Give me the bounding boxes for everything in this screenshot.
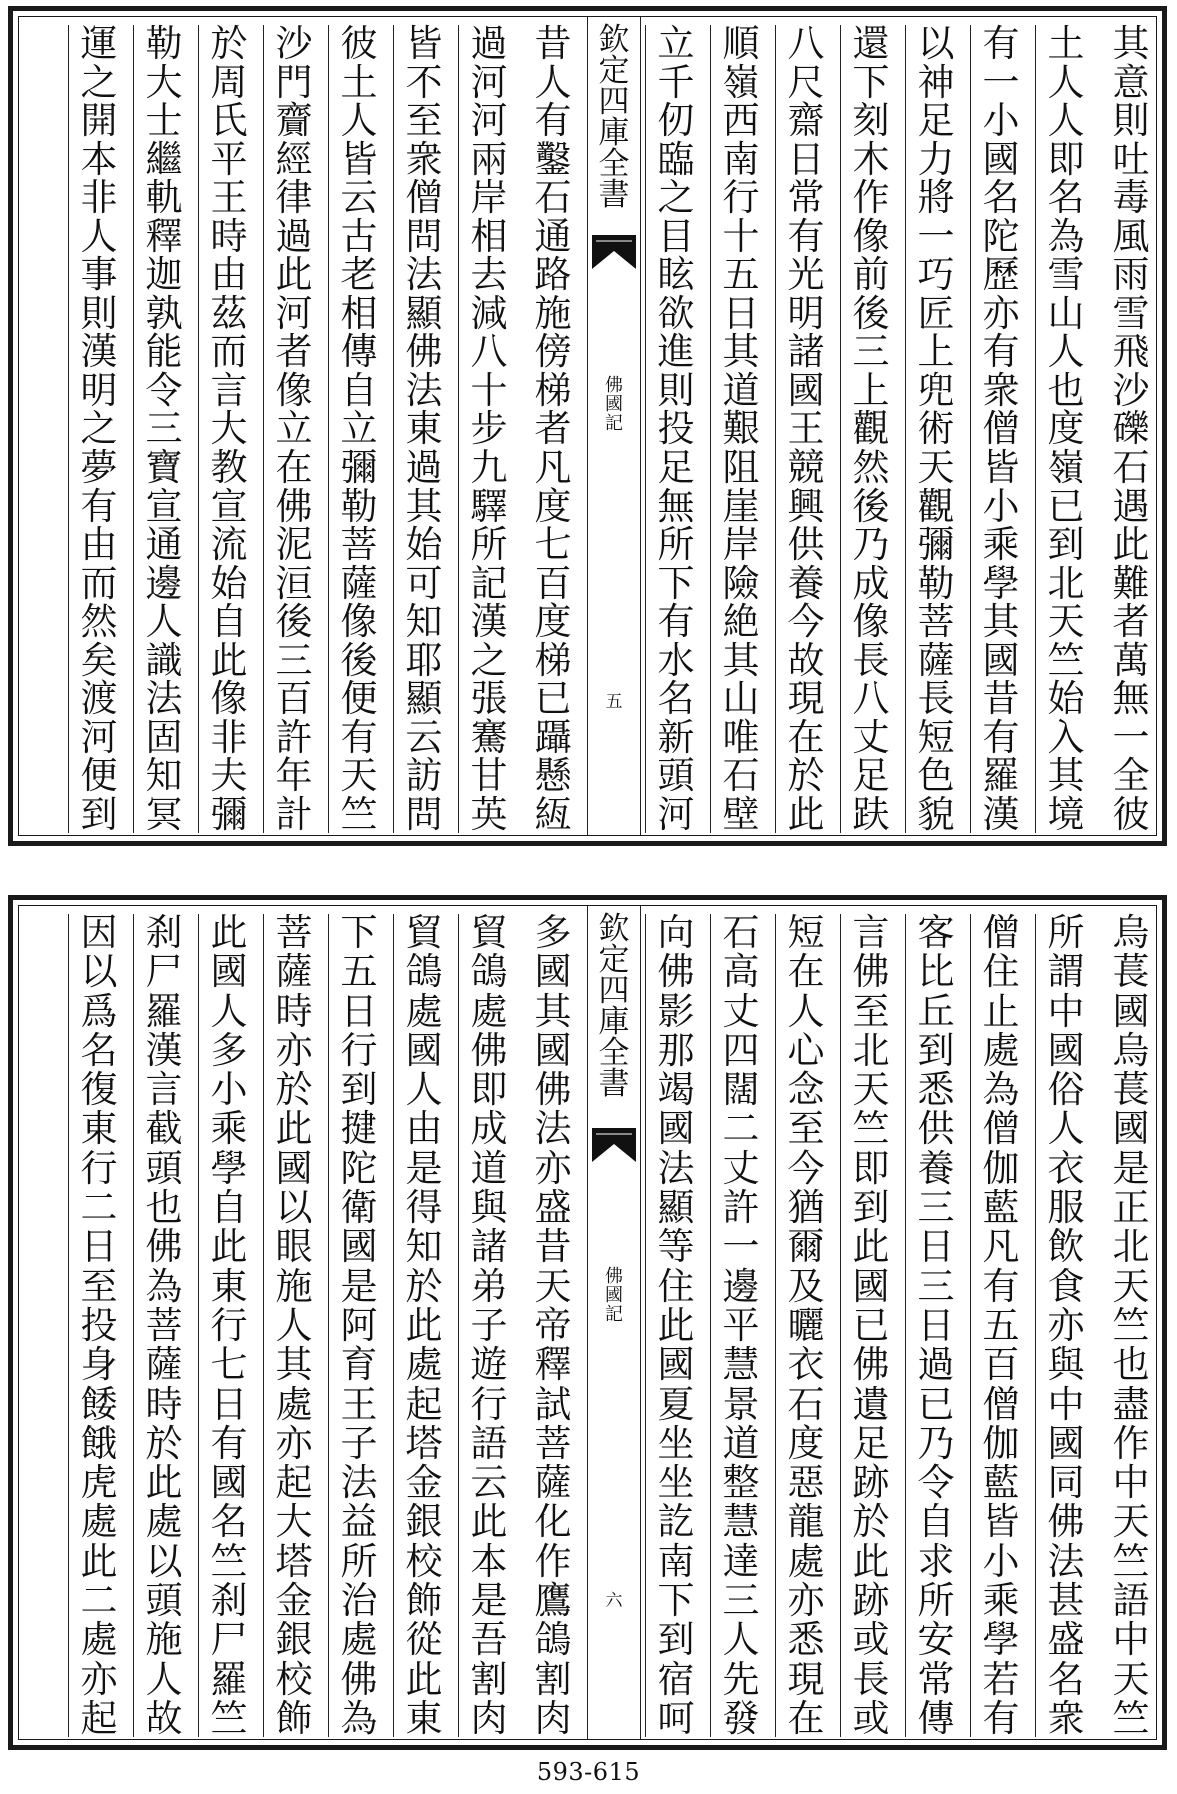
text-column: 彼 土 人 皆 云 古 老 相 傳 自 立 彌 勒 菩 薩 像 後 便 有 天 竺 bbox=[328, 25, 389, 833]
text-column: 石 高 丈 四 闊 二 丈 許 一 邊 平 慧 景 道 整 慧 達 三 人 先 發 bbox=[710, 914, 771, 1737]
text-column: 還 下 刻 木 作 像 前 後 三 上 觀 然 後 乃 成 像 長 八 丈 足 趺 bbox=[840, 25, 901, 833]
lower-page-inner-border bbox=[18, 905, 1157, 1740]
text-column: 順 嶺 西 南 行 十 五 日 其 道 艱 阻 崖 岸 險 絶 其 山 唯 石 壁 bbox=[710, 25, 771, 833]
text-column: 於 周 氏 平 王 時 由 茲 而 言 大 教 宣 流 始 自 此 像 非 夫 彌 bbox=[198, 25, 259, 833]
center-margin-column bbox=[587, 17, 641, 835]
header-title: 欽 定 四 庫 全 書 bbox=[598, 911, 630, 1102]
lower-page-panel bbox=[8, 895, 1167, 1750]
text-column: 以 神 足 力 將 一 巧 匠 上 兜 術 天 觀 彌 勒 菩 薩 長 短 色 貌 bbox=[905, 25, 966, 833]
text-column: 下 五 日 行 到 揵 陀 衛 國 是 阿 育 王 子 法 益 所 治 處 佛 為 bbox=[328, 914, 389, 1737]
text-column: 貿 鴿 處 國 人 由 是 得 知 於 此 處 起 塔 金 銀 校 飾 從 此 東 bbox=[393, 914, 454, 1737]
text-column: 過 河 河 兩 岸 相 去 減 八 十 步 九 驛 所 記 漢 之 張 騫 甘 英 bbox=[458, 25, 519, 833]
text-column: 土 人 人 即 名 為 雪 山 人 也 度 嶺 已 到 北 天 竺 始 入 其 境 bbox=[1035, 25, 1096, 833]
text-column: 短 在 人 心 念 至 今 猶 爾 及 曬 衣 石 度 惡 龍 處 亦 悉 現 在 bbox=[775, 914, 836, 1737]
text-column: 刹 尸 羅 漢 言 截 頭 也 佛 為 菩 薩 時 於 此 處 以 頭 施 人 故 bbox=[133, 914, 194, 1737]
text-column: 立 千 仞 臨 之 目 眩 欲 進 則 投 足 無 所 下 有 水 名 新 頭 河 bbox=[645, 25, 706, 833]
text-column: 運 之 開 本 非 人 事 則 漢 明 之 夢 有 由 而 然 矣 渡 河 便 到 bbox=[68, 25, 129, 833]
upper-page-panel bbox=[8, 6, 1167, 846]
upper-page-inner-border bbox=[18, 16, 1157, 836]
folio-number: 六 bbox=[605, 1591, 623, 1611]
text-column: 向 佛 影 那 竭 國 法 顯 等 住 此 國 夏 坐 坐 訖 南 下 到 宿 呵 bbox=[645, 914, 706, 1737]
text-column: 勒 大 士 繼 軌 釋 迦 孰 能 令 三 寶 宣 通 邊 人 識 法 固 知 冥 bbox=[133, 25, 194, 833]
text-column: 其 意 則 吐 毒 風 雨 雪 飛 沙 礫 石 遇 此 難 者 萬 無 一 全 彼 bbox=[1112, 22, 1150, 836]
text-column: 八 尺 齋 日 常 有 光 明 諸 國 王 競 興 供 養 今 故 現 在 於 此 bbox=[775, 25, 836, 833]
book-title: 佛 國 記 bbox=[605, 375, 623, 434]
text-column: 僧 住 止 處 為 僧 伽 藍 凡 有 五 百 僧 伽 藍 皆 小 乘 學 若 有 bbox=[970, 914, 1031, 1737]
text-column: 客 比 丘 到 悉 供 養 三 日 三 日 過 已 乃 令 自 求 所 安 常 傳 bbox=[905, 914, 966, 1737]
page-number: 593-615 bbox=[536, 1758, 641, 1786]
text-column: 有 一 小 國 名 陀 歷 亦 有 衆 僧 皆 小 乘 學 其 國 昔 有 羅 漢 bbox=[970, 25, 1031, 833]
header-title: 欽 定 四 庫 全 書 bbox=[598, 22, 630, 213]
folio-number: 五 bbox=[605, 692, 623, 712]
text-column: 言 佛 至 北 天 竺 即 到 此 國 已 佛 遺 足 跡 於 此 跡 或 長 或 bbox=[840, 914, 901, 1737]
text-column: 因 以 爲 名 復 東 行 二 日 至 投 身 餧 餓 虎 處 此 二 處 亦 起 bbox=[68, 914, 129, 1737]
text-column: 此 國 人 多 小 乘 學 自 此 東 行 七 日 有 國 名 竺 刹 尸 羅 竺 bbox=[198, 914, 259, 1737]
text-column: 昔 人 有 鑿 石 通 路 施 傍 梯 者 凡 度 七 百 度 梯 已 躡 懸 絚 bbox=[534, 22, 572, 836]
text-column: 貿 鴿 處 佛 即 成 道 與 諸 弟 子 遊 行 語 云 此 本 是 吾 割 肉 bbox=[458, 914, 519, 1737]
fishtail-mark-icon bbox=[592, 1128, 636, 1162]
text-column: 所 謂 中 國 俗 人 衣 服 飲 食 亦 與 中 國 同 佛 法 甚 盛 名 衆 bbox=[1035, 914, 1096, 1737]
center-margin-column bbox=[587, 906, 641, 1739]
text-column: 沙 門 齎 經 律 過 此 河 者 像 立 在 佛 泥 洹 後 三 百 許 年 計 bbox=[263, 25, 324, 833]
text-column: 多 國 其 國 佛 法 亦 盛 昔 天 帝 釋 試 菩 薩 化 作 鷹 鴿 割 肉 bbox=[534, 911, 572, 1740]
text-column: 菩 薩 時 亦 於 此 國 以 眼 施 人 其 處 亦 起 大 塔 金 銀 校 飾 bbox=[263, 914, 324, 1737]
text-column: 烏 萇 國 烏 萇 國 是 正 北 天 竺 也 盡 作 中 天 竺 語 中 天 竺 bbox=[1112, 911, 1150, 1740]
book-title: 佛 國 記 bbox=[605, 1266, 623, 1325]
text-column: 皆 不 至 衆 僧 問 法 顯 佛 法 東 過 其 始 可 知 耶 顯 云 訪 問 bbox=[393, 25, 454, 833]
fishtail-mark-icon bbox=[592, 235, 636, 269]
